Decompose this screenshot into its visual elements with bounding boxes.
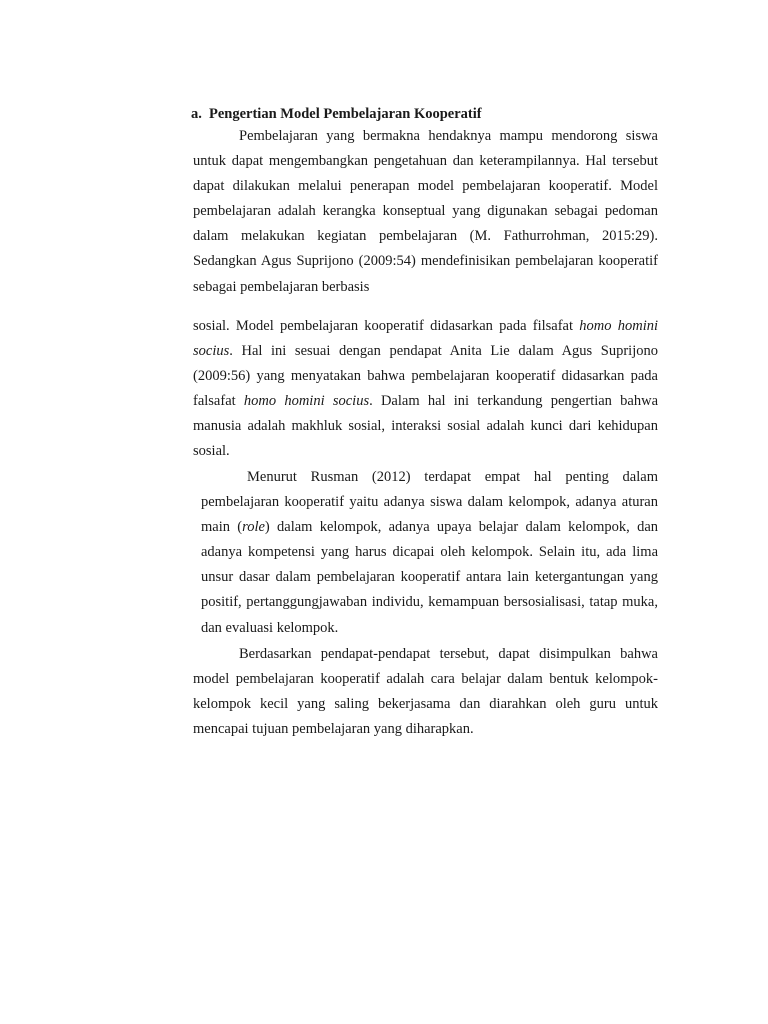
paragraph-conclusion-text: Berdasarkan pendapat-pendapat tersebut, dapat disimpulkan bahwa model pembelajaran kooperatif adalah cara belajar dalam bentuk kelompok-kelompok kecil yang saling bekerjasama dan diarahkan oleh guru untuk mencapai tujuan pembelajaran yang diharapkan. <box>193 646 658 738</box>
paragraph-text-segment: . Dalam hal ini terkandung pengertian bahwa manusia adalah makhluk sosial, interaksi sosial adalah kunci dari kehidupan sosial. <box>193 393 658 460</box>
paragraph-text-segment: . Hal ini sesuai dengan pendapat Anita Lie dalam Agus Suprijono (2009:56) yang menyatakan bahwa pembelajaran kooperatif didasarkan pada falsafat <box>193 343 658 410</box>
paragraph-rusman <box>201 465 658 641</box>
italic-term: role <box>242 519 265 536</box>
italic-term: homo homini socius <box>243 393 370 410</box>
section-title: Pengertian Model Pembelajaran Kooperatif <box>209 106 482 122</box>
paragraph-text-segment: ) dalam kelompok, adanya upaya belajar dalam kelompok, dan adanya kompetensi yang harus dicapai oleh kelompok. Selain itu, ada lima unsur dasar dalam pembelajaran kooperatif antara lain ketergantungan yang positif, pertanggungjawaban individu, kemampuan bersosialisasi, tatap muka, dan evaluasi kelompok. <box>201 519 658 636</box>
paragraph-homo-homini-socius <box>193 314 658 465</box>
section-heading <box>191 104 661 124</box>
paragraph-definition-text: Pembelajaran yang bermakna hendaknya mampu mendorong siswa untuk dapat mengembangkan pengetahuan dan keterampilannya. Hal tersebut dapat dilakukan melalui penerapan model pembelajaran kooperatif. Model pembelajaran adalah kerangka konseptual yang digunakan sebagai pedoman dalam melakukan kegiatan pembelajaran (M. Fathurrohman, 2015:29). Sedangkan Agus Suprijono (2009:54) mendefinisikan pembelajaran kooperatif sebagai pembelajaran berbasis <box>193 128 658 295</box>
paragraph-text-segment: sosial. Model pembelajaran kooperatif didasarkan pada filsafat <box>193 318 580 334</box>
paragraph-text-segment: Menurut Rusman (2012) terdapat empat hal penting dalam pembelajaran kooperatif yaitu adanya siswa dalam kelompok, adanya aturan main ( <box>201 469 658 536</box>
italic-term: homo homini socius <box>193 318 658 360</box>
section-marker: a. <box>191 106 202 122</box>
paragraph-definition <box>193 124 658 300</box>
paragraph-conclusion <box>193 642 658 742</box>
